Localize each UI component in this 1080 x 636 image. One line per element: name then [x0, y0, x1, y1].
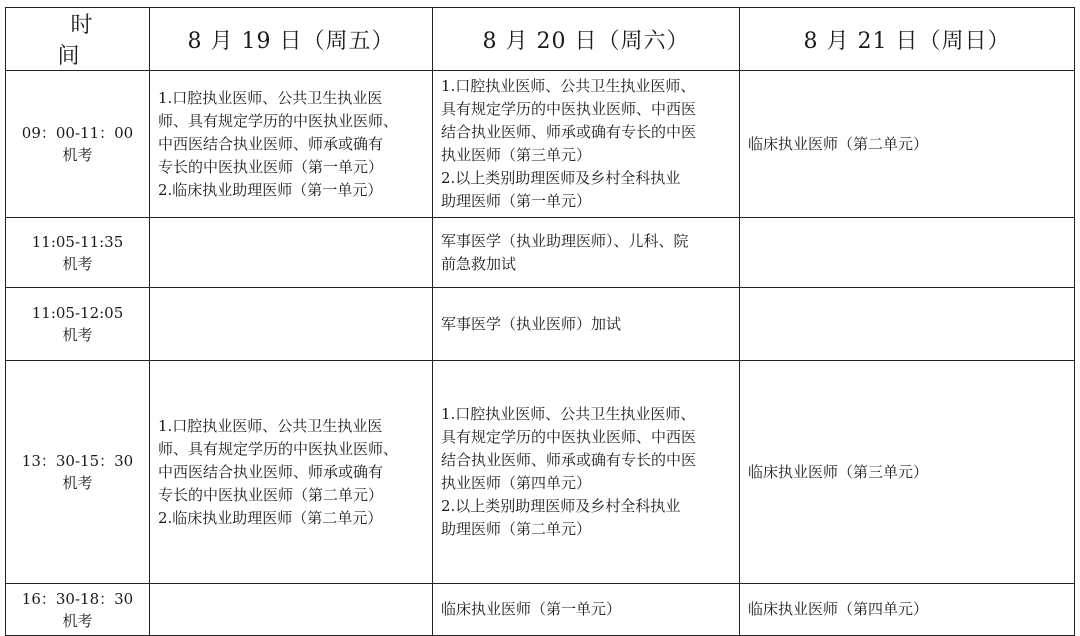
- cell-text-line: 临床执业医师（第二单元）: [748, 134, 929, 153]
- time-range: 11:05-12:05: [31, 304, 124, 322]
- cell-text-line: 前急救加试: [441, 254, 517, 273]
- schedule-cell-day2: [433, 361, 740, 584]
- cell-text-line: 结合执业医师、师承或确有专长的中医: [441, 451, 697, 469]
- cell-text-line: 1.口腔执业医师、公共卫生执业医师、: [441, 77, 696, 95]
- table-row: [6, 218, 1075, 288]
- exam-type: 机考: [62, 611, 93, 630]
- cell-text-line: 师、具有规定学历的中医执业医师、: [158, 439, 399, 458]
- cell-text-line: 2.临床执业助理医师（第一单元）: [158, 180, 383, 199]
- cell-text-line: 临床执业医师（第四单元）: [748, 600, 929, 618]
- time-range: 11:05-11:35: [31, 232, 124, 251]
- cell-text-line: 临床执业医师（第三单元）: [748, 462, 929, 481]
- schedule-cell-day1: [150, 361, 433, 584]
- header-day2: 8 月 20 日（周六）: [433, 8, 740, 71]
- schedule-cell-day3: [740, 361, 1075, 584]
- cell-text-line: 军事医学（执业医师）加试: [441, 314, 622, 333]
- cell-text-line: 1.口腔执业医师、公共卫生执业医: [158, 416, 383, 435]
- time-range: 13：30-15：30: [21, 452, 134, 470]
- exam-type: 机考: [62, 326, 93, 344]
- time-range: 16：30-18：30: [21, 589, 134, 608]
- header-row: [6, 8, 1075, 71]
- cell-text-line: 2.临床执业助理医师（第二单元）: [158, 508, 383, 527]
- schedule-cell-day1: [150, 218, 433, 288]
- header-day1: 8 月 19 日（周五）: [150, 8, 433, 71]
- cell-text-line: 专长的中医执业医师（第一单元）: [158, 157, 384, 176]
- exam-type: 机考: [62, 254, 93, 273]
- table-row: [6, 288, 1075, 361]
- cell-text-line: 师、具有规定学历的中医执业医师、: [158, 111, 399, 130]
- schedule-cell-day3: [740, 218, 1075, 288]
- cell-text-line: 2.以上类别助理医师及乡村全科执业: [441, 169, 681, 187]
- exam-type: 机考: [62, 474, 93, 492]
- table-row: [6, 584, 1075, 636]
- cell-text-line: 助理医师（第一单元）: [441, 192, 592, 210]
- schedule-cell-day2: [433, 71, 740, 218]
- schedule-cell-day3: [740, 584, 1075, 636]
- time-cell: [6, 584, 150, 636]
- cell-text-line: 具有规定学历的中医执业医师、中西医: [441, 100, 697, 118]
- cell-text-line: 中西医结合执业医师、师承或确有: [158, 462, 384, 481]
- schedule-cell-day3: [740, 288, 1075, 361]
- cell-text-line: 临床执业医师（第一单元）: [441, 600, 622, 618]
- time-cell: [6, 288, 150, 361]
- exam-type: 机考: [62, 146, 93, 164]
- time-cell: [6, 361, 150, 584]
- schedule-cell-day2: [433, 218, 740, 288]
- time-cell: [6, 71, 150, 218]
- cell-text-line: 执业医师（第四单元）: [441, 474, 592, 492]
- cell-text-line: 中西医结合执业医师、师承或确有: [158, 134, 384, 153]
- cell-text-line: 1.口腔执业医师、公共卫生执业医师、: [441, 405, 696, 423]
- cell-text-line: 执业医师（第三单元）: [441, 146, 592, 164]
- table-row: [6, 71, 1075, 218]
- exam-schedule-table: [5, 7, 1075, 636]
- schedule-cell-day2: [433, 288, 740, 361]
- header-day3: 8 月 21 日（周日）: [740, 8, 1075, 71]
- cell-text-line: 1.口腔执业医师、公共卫生执业医: [158, 88, 383, 107]
- schedule-cell-day1: [150, 584, 433, 636]
- cell-text-line: 具有规定学历的中医执业医师、中西医: [441, 428, 697, 446]
- time-cell: [6, 218, 150, 288]
- cell-text-line: 军事医学（执业助理医师）、儿科、院: [441, 231, 689, 250]
- schedule-cell-day1: [150, 71, 433, 218]
- cell-text-line: 助理医师（第二单元）: [441, 520, 592, 538]
- time-range: 09：00-11：00: [21, 124, 134, 142]
- schedule-cell-day2: [433, 584, 740, 636]
- schedule-cell-day1: [150, 288, 433, 361]
- header-time: 时 间: [6, 8, 150, 71]
- cell-text-line: 2.以上类别助理医师及乡村全科执业: [441, 497, 681, 515]
- cell-text-line: 结合执业医师、师承或确有专长的中医: [441, 123, 697, 141]
- schedule-cell-day3: [740, 71, 1075, 218]
- table-row: [6, 361, 1075, 584]
- cell-text-line: 专长的中医执业医师（第二单元）: [158, 485, 384, 504]
